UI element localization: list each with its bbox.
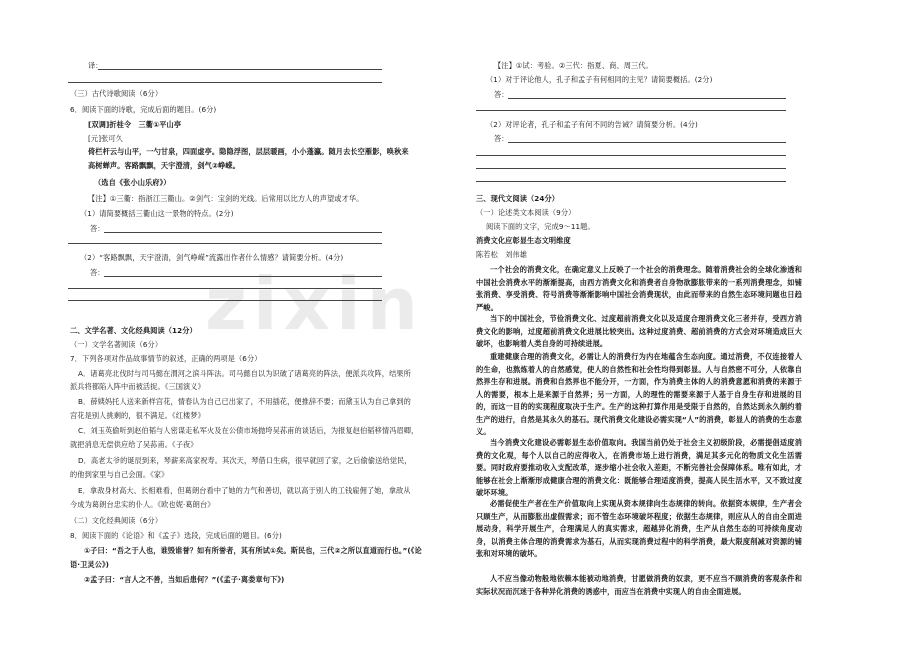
option-c: C．刘玉英偷听到赵伯韬与人密谋走私军火及在公债市场抛垮吴荪甫的谈话后，为报复赵伯韬移情冯眉卿， [78,426,419,435]
article-paragraph: 人不应当像动物般地依赖本能被动地消费，甘愿做消费的奴隶，更不应当不顾消费的客观条件和实际状况而沉迷于各种异化消费的诱惑中，而应当在消费中实现人的自由全面进展。 [476,574,802,596]
poem-author: [元]张可久 [88,134,123,143]
sub-question: （2）“客路飘飘，天宇澄清，剑气峥嵘”流露出作者什么情感？请简要分析。(4分) [80,253,344,262]
answer-label: 答： [90,268,105,277]
question-prompt: 6．阅读下面的诗歌，完成后面的题目。(6分) [70,105,217,114]
poem-source: （选自《张小山乐府》） [94,178,171,187]
sub-section-heading: （一）文学名著阅读（6分） [70,340,163,349]
section-heading: （三）古代诗歌阅读（6分） [70,89,163,98]
option-e: E．拿敌身材高大、长相难看，但葛朗台看中了她的力气和善切，就以高于别人的工钱雇佣了她，拿敌从 [78,486,411,495]
question-prompt: 7．下列各项对作品故事情节的叙述，正确的两项是（6分） [70,354,262,363]
answer-line [104,232,382,233]
answer-line [98,69,382,70]
option-d-cont: 的他到家里与自己会面。《家》 [70,470,169,479]
section-heading: 二、文学名著、文化经典阅读（12分） [70,326,197,335]
answer-line [68,82,382,83]
poem-line: 倚栏杆云与山平，一勺甘泉，四面虚亭。隐隐浮图，层层暖画，小小蓬瀛。随月去长空雁影，唤秋来 [88,147,409,156]
poem-note: 【注】①三衢：指浙江三衢山。②剑气：宝剑的光线。后常用以比方人的声望或才华。 [88,194,364,203]
option-b: B．薛姨妈托人送来新样宫花，情春认为自己已出家了，不用插花，便推辞不要；而黛玉认为自己拿到的 [78,397,411,406]
poem-line: 高树蝉声。客路飘飘，天宇澄清，剑气②峥嵘。 [88,161,240,170]
answer-line [508,142,786,143]
article-paragraph: 必需促使生产者在生产价值取向上实现从资本规律向生态规律的转向。依据资本规律，生产者会只顾生产，从而膨胀出虚假需求；而不管生态环境破坏程度；依据生态规律，则应从人的自由全面进展动身，科学开展生产，合理满足人的真实需求，超越异化消费，生产从自然生态的可持续角度动身，以消费主体合理的消费需求为基石，从而实现消费过程中的科学消费，最大限度削减对资源的铺张和对环境的破坏。 [476,499,802,558]
answer-line [68,288,382,289]
answer-label: 答： [494,90,509,99]
answer-line [476,155,786,156]
sub-section-heading: （二）文化经典阅读（6分） [70,516,163,525]
classic-excerpt-cont: 语·卫灵公》) [70,560,110,569]
poem-title: [双调]折桂令 三衢①平山亭 [88,120,182,129]
sub-question: （2）对评论者，孔子和孟子有何不同的告诫？请简要分析。(4分) [486,120,698,129]
answer-line [508,98,786,99]
article-paragraph: 当今消费文化建设必需彰显生态价值取向。我国当前仍处于社会主义初级阶段，必需提倡适度消费的文化观，每个人以自己的应得收入，在消费市场上进行消费，满足其多元化的物质文化生活需要。同时政府要推动收入支配改革，逐步缩小社会收入差距，不断完善社会保障体系。唯有如此，才能够在社会上渐渐形成健康合理的消费文化：既能够合理适度消费，提高人民生活水平，又不致过度破坏环境。 [476,438,802,497]
answer-line [476,110,786,111]
article-paragraph: 一个社会的消费文化，在确定意义上反映了一个社会的消费理念。随着消费社会的全球化渗透和中国社会消费水平的渐渐提高，由西方消费文化和消费者自身物欲膨胀带来的一系列消费理念，如铺张消费、享受消费、符号消费等渐渐影响中国社会消费现状，由此而带来的自然生态环境问题也日趋严峻。 [476,265,802,312]
answer-line [476,168,786,169]
answer-line [476,181,786,182]
article-paragraph: 重建健康合理的消费文化，必需让人的消费行为内在地蕴含生态向度。通过消费，不仅连接着人的生命，也熬炼着人的自然感觉，使人的自然性和社会性均得到彰显。人与自然密不可分，人依靠自然界生存和进展。消费和自然界也不能分开，一方面，作为消费主体的人的消费意愿和消费的来源于人的需要，根本上是来源于自然界；另一方面，人的理性的需要来源于人基于自身生存和进展的目的，而这一目的的实现程度取决于生产。生产的这种打算作用是受限于自然的，自然达到永久制约着生产的进行，自然是其永久的基石。现代消费文化建设必需实现“人”的消费，彰显人的消费的生态意义。 [476,352,802,436]
option-a-cont: 派兵将都陷入阵中而被活捉。《三国演义》 [70,382,205,391]
watermark-logo: zixin [205,262,424,346]
option-d: D．高老太爷的诞辰到来，琴薪来高家祝寿。其次天，琴借口生病，很早就回了家，之后偷偷送给觉民， [78,456,412,465]
answer-label: 答： [494,134,509,143]
answer-line [68,300,382,301]
question-prompt: 8．阅读下面的《论语》和《孟子》选段，完成后面的题目。(6分) [70,531,282,540]
article-paragraph: 当下的中国社会，节俭消费文化、过度超前消费文化以及适度合理消费文化三者并存，受西方消费文化的影响，过度超前消费文化进展比较突出。这种过度消费、超前消费的方式会对环境造成巨大破坏，也影响着人类自身的可持续进展。 [476,314,802,348]
option-c-cont: 就把消息无偿供应给了吴荪甫。《子夜》 [70,440,198,449]
sub-question: （1）对于评论他人，孔子和孟子有何相同的主见？请简要概括。(2分) [486,75,713,84]
answer-label: 答： [90,224,105,233]
answer-line [104,276,382,277]
answer-line [68,243,382,244]
article-title: 消费文化应彰显生态文明维度 [476,236,571,245]
classic-excerpt: ①子曰：“吾之于人也，谁毁谁誉？如有所誉者，其有所试①矣。斯民也，三代②之所以直道而行也。”(《论 [84,546,422,555]
option-b-cont: 宫花是别人挑剩的，很不满足。《红楼梦》 [70,411,205,420]
article-authors: 陈若松 刘伟雄 [476,250,528,259]
option-e-cont: 今成为葛朗台忠实的仆人。《欧也妮·葛朗台》 [70,500,215,509]
reading-instruction: 阅读下面的文字，完成9～11题。 [486,222,595,231]
excerpt-note: 【注】①试：考验。②三代：指夏、商、周三代。 [494,61,653,70]
translation-label: 译： [88,61,103,70]
option-a: A．诸葛亮北伐时与司马懿在渭河之滨斗阵法。司马懿自以为识破了诸葛亮的阵法，便派兵攻阵，结果所 [78,369,411,378]
sub-question: （1）请简要概括三衢山这一景物的特点。(2分) [80,209,234,218]
sub-section-heading: （一）论述类文本阅读（9分） [476,208,576,217]
classic-excerpt: ②孟子曰：“言人之不善，当如后患何？”(《孟子·离娄章句下》) [84,575,285,584]
section-heading: 三、现代文阅读（24分） [476,194,560,203]
